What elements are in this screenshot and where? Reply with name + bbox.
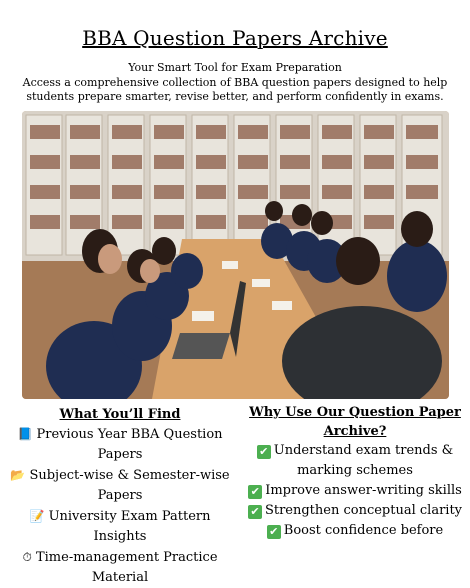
folder-icon: 📂: [10, 468, 26, 482]
find-item: [6, 506, 234, 547]
why-item-text: Understand exam trends & marking schemes: [273, 443, 454, 478]
why-item: [246, 501, 464, 521]
intro-text: Access a comprehensive collection of BBA question papers designed to help students prepare smarter, revise better, and perform confidently in exams.: [22, 76, 448, 103]
page-subtitle: Your Smart Tool for Exam Preparation: [128, 61, 342, 74]
stopwatch-icon: ⏱: [22, 550, 32, 564]
check-icon: ✔: [257, 445, 271, 459]
find-item-text: Subject-wise & Semester-wise Papers: [29, 468, 230, 503]
why-item: [246, 441, 464, 481]
check-icon: ✔: [248, 485, 262, 499]
find-item-text: Previous Year BBA Question Papers: [36, 427, 223, 462]
why-item-text: Improve answer-writing skills: [265, 483, 462, 498]
find-heading: What You’ll Find: [59, 407, 181, 422]
page-title: BBA Question Papers Archive: [82, 26, 388, 50]
why-use-section: [246, 403, 464, 541]
check-icon: ✔: [248, 505, 262, 519]
find-item-text: University Exam Pattern Insights: [48, 509, 211, 544]
find-item: [6, 547, 234, 588]
why-item: [246, 481, 464, 501]
what-youll-find-section: [6, 405, 234, 588]
classroom-photo: [22, 111, 449, 399]
check-icon: ✔: [267, 525, 281, 539]
blue-book-icon: 📘: [17, 427, 33, 441]
why-item-text: Strengthen conceptual clarity: [264, 503, 463, 518]
why-item-text: Boost confidence before: [283, 523, 444, 538]
find-item: [6, 465, 234, 506]
find-item: [6, 424, 234, 465]
why-heading: Why Use Our Question Paper Archive?: [249, 405, 461, 439]
classroom-illustration: [22, 111, 449, 399]
find-item-text: Time-management Practice Material: [35, 550, 218, 585]
why-item: [246, 521, 464, 541]
memo-icon: 📝: [29, 509, 45, 523]
